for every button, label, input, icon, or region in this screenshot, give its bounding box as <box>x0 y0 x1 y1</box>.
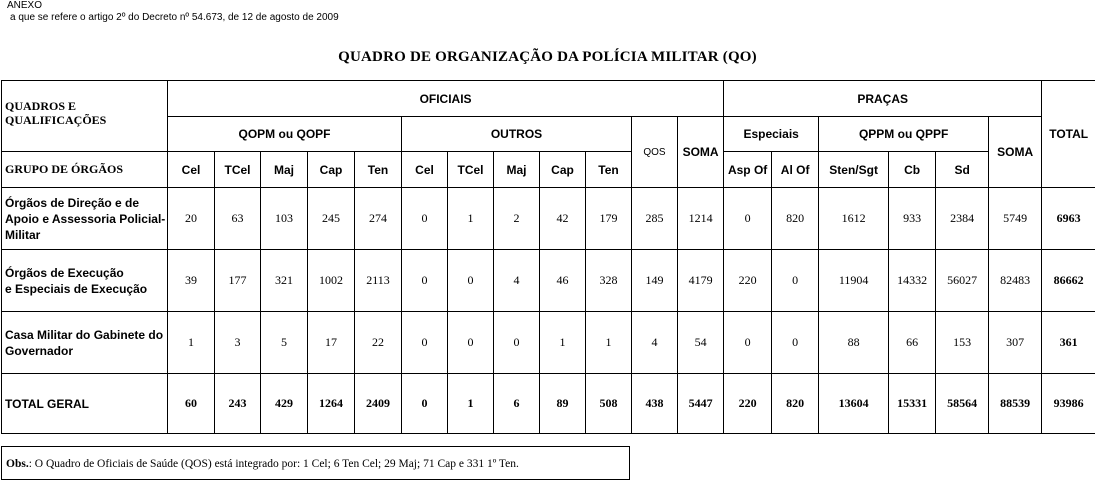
cell: 0 <box>448 250 494 312</box>
oficiais-header: OFICIAIS <box>168 81 724 117</box>
cell: 5749 <box>989 188 1042 250</box>
cell: 0 <box>494 312 540 374</box>
cell: 89 <box>540 374 586 434</box>
qos-header: QOS <box>632 117 678 188</box>
cell: 4 <box>632 312 678 374</box>
total-cell: 86662 <box>1042 250 1095 312</box>
cell: 6 <box>494 374 540 434</box>
cell: 149 <box>632 250 678 312</box>
cell: 4 <box>494 250 540 312</box>
cell: 820 <box>772 188 819 250</box>
row-label: Órgãos de Direção e de Apoio e Assessoria Policial- Militar <box>2 188 168 250</box>
cell: 13604 <box>819 374 889 434</box>
quadros-header: QUADROS E QUALIFICAÇÕES <box>2 81 168 152</box>
cell: 2 <box>494 188 540 250</box>
cell: 60 <box>168 374 215 434</box>
cell: 220 <box>724 250 772 312</box>
cell: 11904 <box>819 250 889 312</box>
decree-reference: a que se refere o artigo 2º do Decreto nº 54.673, de 12 de agosto de 2009 <box>10 12 339 23</box>
cell: 42 <box>540 188 586 250</box>
row-label: Órgãos de Execução e Especiais de Execução <box>2 250 168 312</box>
cell: 1 <box>448 374 494 434</box>
pracas-header: PRAÇAS <box>724 81 1042 117</box>
cell: 46 <box>540 250 586 312</box>
obs-label: Obs. <box>6 458 29 470</box>
column-header: TCel <box>448 152 494 188</box>
cell: 1214 <box>678 188 724 250</box>
cell: 1 <box>586 312 632 374</box>
anexo-label: ANEXO <box>7 0 43 11</box>
pracas-soma-header: SOMA <box>989 117 1042 188</box>
obs-text: : O Quadro de Oficiais de Saúde (QOS) está integrado por: 1 Cel; 6 Ten Cel; 29 Maj; 71 Cap e 331 1º Ten. <box>28 458 519 470</box>
cell: 177 <box>215 250 261 312</box>
column-header: Cel <box>402 152 448 188</box>
cell: 39 <box>168 250 215 312</box>
cell: 0 <box>402 374 448 434</box>
cell: 1612 <box>819 188 889 250</box>
cell: 17 <box>308 312 355 374</box>
cell: 2113 <box>355 250 402 312</box>
cell: 66 <box>889 312 936 374</box>
row-label: Casa Militar do Gabinete do Governador <box>2 312 168 374</box>
column-header: Asp Of <box>724 152 772 188</box>
outros-header: OUTROS <box>402 117 632 152</box>
cell: 2409 <box>355 374 402 434</box>
column-header: Ten <box>355 152 402 188</box>
column-header: Sd <box>936 152 989 188</box>
table-row <box>2 188 1095 250</box>
cell: 321 <box>261 250 308 312</box>
cell: 0 <box>402 188 448 250</box>
column-header: Cb <box>889 152 936 188</box>
total-cell: 361 <box>1042 312 1095 374</box>
table-row-total <box>2 374 1095 434</box>
oficiais-soma-header: SOMA <box>678 117 724 188</box>
cell: 20 <box>168 188 215 250</box>
especiais-header: Especiais <box>724 117 819 152</box>
cell: 22 <box>355 312 402 374</box>
cell: 307 <box>989 312 1042 374</box>
page-title: QUADRO DE ORGANIZAÇÃO DA POLÍCIA MILITAR (QO) <box>338 49 757 65</box>
cell: 54 <box>678 312 724 374</box>
cell: 58564 <box>936 374 989 434</box>
cell: 82483 <box>989 250 1042 312</box>
column-header: Cap <box>540 152 586 188</box>
column-header: Ten <box>586 152 632 188</box>
cell: 274 <box>355 188 402 250</box>
cell: 0 <box>448 312 494 374</box>
grupo-orgaos-header: GRUPO DE ÓRGÃOS <box>2 152 168 188</box>
column-header: Cel <box>168 152 215 188</box>
cell: 153 <box>936 312 989 374</box>
column-header: TCel <box>215 152 261 188</box>
column-header: Sten/Sgt <box>819 152 889 188</box>
cell: 103 <box>261 188 308 250</box>
qopm-header: QOPM ou QOPF <box>168 117 402 152</box>
qppm-header: QPPM ou QPPF <box>819 117 989 152</box>
cell: 429 <box>261 374 308 434</box>
cell: 0 <box>402 312 448 374</box>
column-header: Cap <box>308 152 355 188</box>
cell: 0 <box>724 188 772 250</box>
column-header: Maj <box>261 152 308 188</box>
column-header: Al Of <box>772 152 819 188</box>
observation-note <box>1 446 630 480</box>
cell: 0 <box>724 312 772 374</box>
cell: 508 <box>586 374 632 434</box>
cell: 328 <box>586 250 632 312</box>
cell: 1002 <box>308 250 355 312</box>
cell: 179 <box>586 188 632 250</box>
table-row <box>2 250 1095 312</box>
cell: 3 <box>215 312 261 374</box>
cell: 1 <box>168 312 215 374</box>
cell: 88 <box>819 312 889 374</box>
cell: 243 <box>215 374 261 434</box>
cell: 0 <box>772 312 819 374</box>
column-header: Maj <box>494 152 540 188</box>
cell: 5 <box>261 312 308 374</box>
cell: 1264 <box>308 374 355 434</box>
cell: 245 <box>308 188 355 250</box>
cell: 56027 <box>936 250 989 312</box>
cell: 1 <box>448 188 494 250</box>
cell: 0 <box>402 250 448 312</box>
total-cell: 6963 <box>1042 188 1095 250</box>
cell: 933 <box>889 188 936 250</box>
cell: 220 <box>724 374 772 434</box>
cell: 1 <box>540 312 586 374</box>
cell: 88539 <box>989 374 1042 434</box>
cell: 4179 <box>678 250 724 312</box>
cell: 820 <box>772 374 819 434</box>
total-header: TOTAL <box>1042 81 1095 188</box>
total-cell: 93986 <box>1042 374 1095 434</box>
organization-table <box>1 80 1095 434</box>
cell: 2384 <box>936 188 989 250</box>
cell: 5447 <box>678 374 724 434</box>
table-row <box>2 312 1095 374</box>
row-label: TOTAL GERAL <box>2 374 168 434</box>
cell: 15331 <box>889 374 936 434</box>
cell: 63 <box>215 188 261 250</box>
cell: 0 <box>772 250 819 312</box>
cell: 285 <box>632 188 678 250</box>
cell: 438 <box>632 374 678 434</box>
cell: 14332 <box>889 250 936 312</box>
